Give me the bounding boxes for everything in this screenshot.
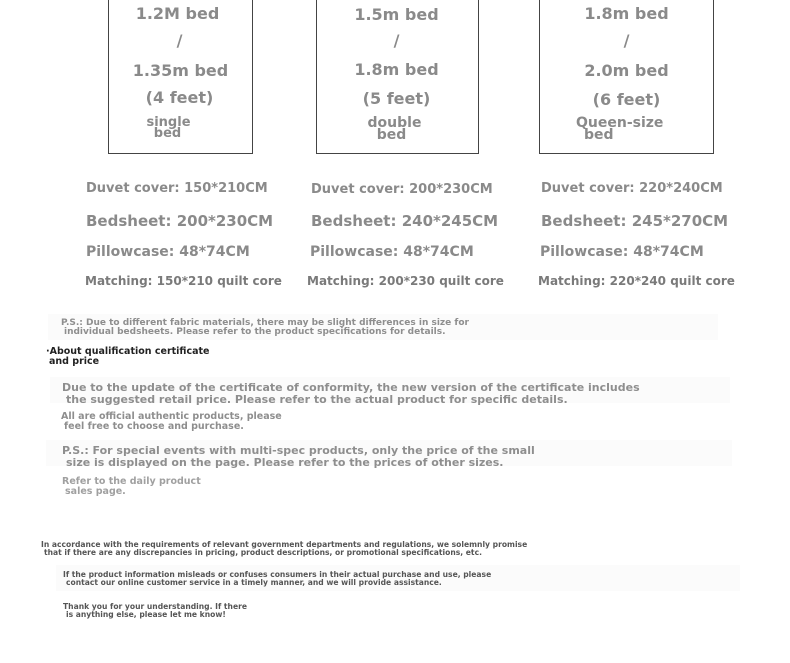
note-line: that if there are any discrepancies in pricing, product descriptions, or promotional specifications, etc. <box>44 547 482 557</box>
bed-size-box-1 <box>108 0 253 154</box>
bed-type-line1: Queen-size <box>576 115 664 131</box>
heading-line: and price <box>49 355 100 367</box>
note-line: feel free to choose and purchase. <box>64 420 244 432</box>
bed-size-b: 2.0m bed <box>584 61 669 80</box>
note-line: P.S.: Due to different fabric materials, there may be slight differences in size for <box>61 318 469 328</box>
bed-size-feet: (6 feet) <box>592 90 661 109</box>
bed-type-line2: bed <box>584 127 614 143</box>
matching-quilt-spec: Matching: 220*240 quilt core <box>538 274 735 288</box>
bed-type-line2: bed <box>153 126 182 141</box>
bed-size-a: 1.5m bed <box>354 5 439 24</box>
matching-quilt-spec: Matching: 200*230 quilt core <box>307 274 504 288</box>
matching-quilt-spec: Matching: 150*210 quilt core <box>85 274 282 288</box>
bed-size-box-2 <box>316 0 479 154</box>
note-line: sales page. <box>65 485 126 497</box>
bed-size-feet: (4 feet) <box>145 88 214 107</box>
bed-size-separator: / <box>393 31 400 50</box>
bed-size-separator: / <box>176 31 183 50</box>
duvet-cover-spec: Duvet cover: 220*240CM <box>541 181 723 196</box>
daily-sales-note <box>62 477 201 497</box>
note-line: is anything else, please let me know! <box>66 609 226 619</box>
bed-size-b: 1.8m bed <box>354 60 439 79</box>
bed-size-a: 1.8m bed <box>584 4 669 23</box>
bedsheet-spec: Bedsheet: 245*270CM <box>541 212 729 230</box>
bed-type-line1: single <box>146 115 191 130</box>
note-line: Due to the update of the certificate of conformity, the new version of the certificate includes <box>62 381 640 394</box>
note-line: Refer to the daily product <box>62 476 201 487</box>
special-events-note <box>62 445 535 468</box>
note-line: All are official authentic products, please <box>61 411 282 422</box>
note-line: If the product information misleads or confuses consumers in their actual purchase and use, please <box>63 570 492 579</box>
bedsheet-spec: Bedsheet: 200*230CM <box>86 212 274 230</box>
duvet-cover-spec: Duvet cover: 200*230CM <box>311 182 493 197</box>
bedsheet-spec: Bedsheet: 240*245CM <box>311 212 499 230</box>
pillowcase-spec: Pillowcase: 48*74CM <box>540 244 704 260</box>
bed-type-line1: double <box>367 115 422 131</box>
thank-you-note <box>63 603 247 619</box>
pillowcase-spec: Pillowcase: 48*74CM <box>310 244 474 260</box>
pillowcase-spec: Pillowcase: 48*74CM <box>86 244 250 260</box>
certificate-heading <box>46 347 210 367</box>
note-line: size is displayed on the page. Please refer to the prices of other sizes. <box>66 455 504 469</box>
bed-size-box-3 <box>539 0 714 154</box>
bed-size-b: 1.35m bed <box>132 61 229 80</box>
note-line: P.S.: For special events with multi-spec products, only the price of the small <box>62 444 535 457</box>
note-line: Thank you for your understanding. If there <box>63 602 247 611</box>
note-line: contact our online customer service in a timely manner, and we will provide assistance. <box>66 577 442 587</box>
ps-fabric-note <box>61 319 469 338</box>
regulation-promise-note <box>41 541 527 557</box>
note-line: individual bedsheets. Please refer to the product specifications for details. <box>64 327 446 338</box>
customer-service-note <box>63 571 491 587</box>
bed-type-line2: bed <box>376 127 407 143</box>
bed-size-a: 1.2M bed <box>135 4 220 23</box>
note-line: the suggested retail price. Please refer to the actual product for specific details. <box>66 392 568 406</box>
authentic-products-note <box>61 412 282 432</box>
heading-line: ·About qualification certificate <box>46 346 210 357</box>
bed-size-separator: / <box>623 31 630 50</box>
bed-size-feet: (5 feet) <box>362 89 431 108</box>
certificate-update-note <box>62 382 640 405</box>
note-line: In accordance with the requirements of relevant government departments and regulations, we solemnly promise <box>41 540 528 549</box>
duvet-cover-spec: Duvet cover: 150*210CM <box>86 181 268 196</box>
